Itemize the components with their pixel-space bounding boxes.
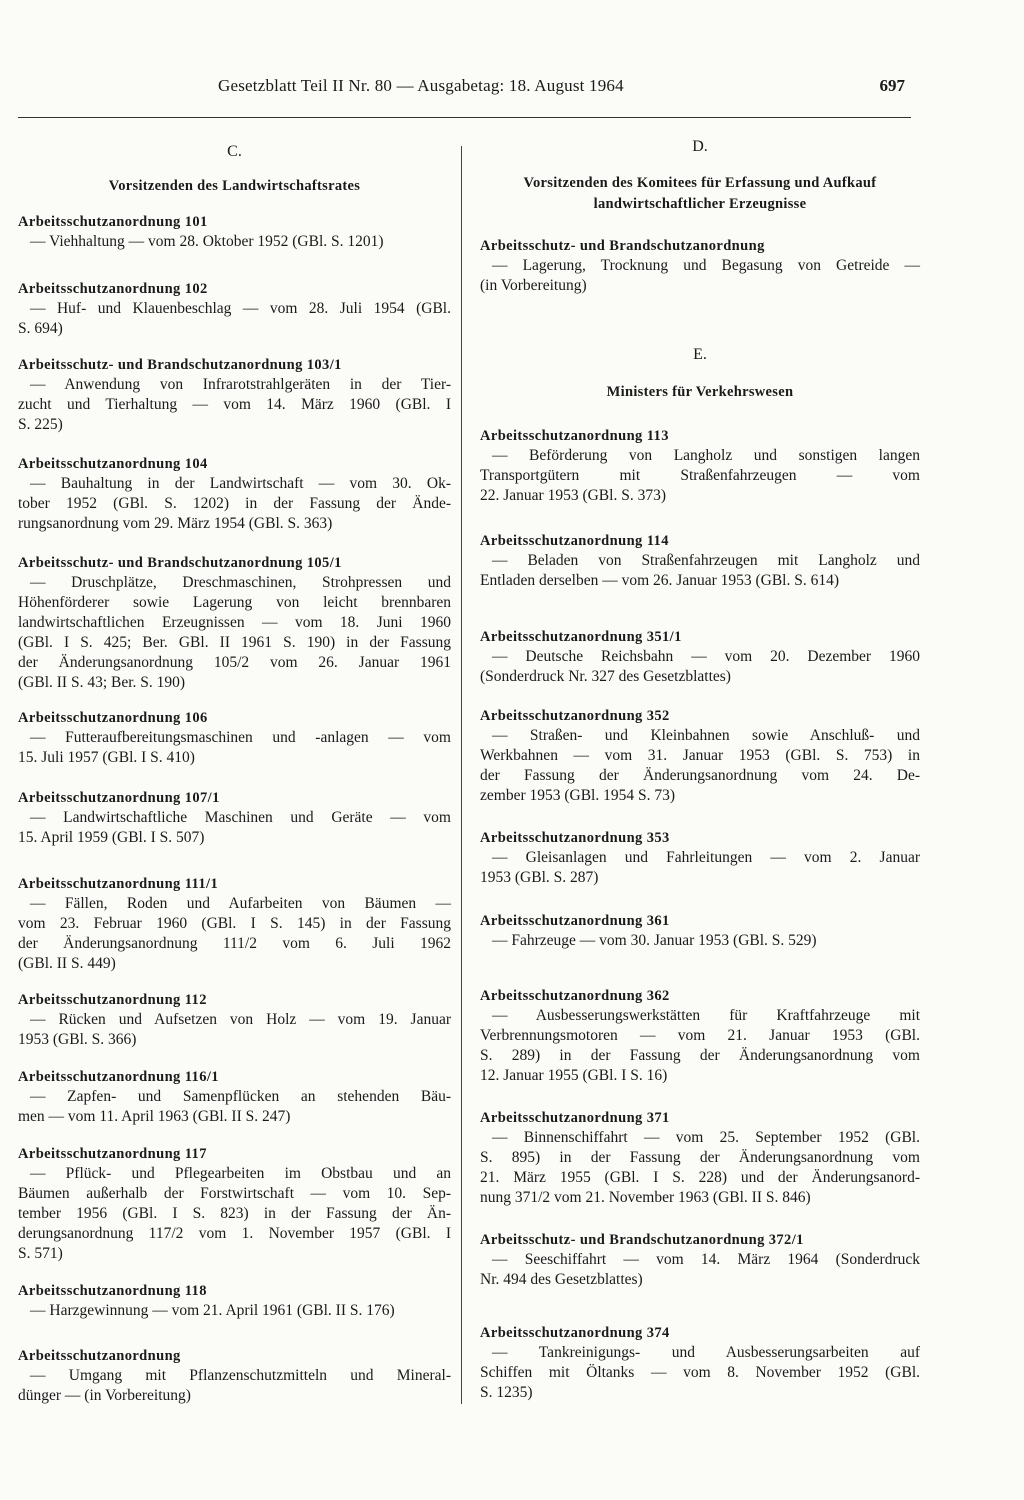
ordinance-text-line: — Bauhaltung in der Landwirtschaft — vom 30. Ok-	[30, 475, 451, 492]
ordinance-text-line: — Gleisanlagen und Fahrleitungen — vom 2. Januar	[492, 849, 920, 866]
ordinance-text-line: — Beförderung von Langholz und sonstigen langen	[492, 447, 920, 464]
ordinance-text-line: Bäumen außerhalb der Forstwirtschaft — vom 10. Sep-	[18, 1185, 451, 1202]
ordinance-text-line: Transportgütern mit Straßenfahrzeugen — vom	[480, 467, 920, 484]
ordinance-text-line: 12. Januar 1955 (GBl. I S. 16)	[480, 1067, 668, 1084]
ordinance-title: Arbeitsschutz- und Brandschutzanordnung 105/1	[18, 555, 342, 571]
ordinance-entry	[18, 874, 451, 974]
ordinance-title: Arbeitsschutzanordnung 361	[480, 913, 670, 929]
ordinance-text-line: S. 225)	[18, 416, 63, 433]
ordinance-entry	[480, 828, 920, 888]
ordinance-text-line: der Änderungsanordnung 105/2 vom 26. Januar 1961	[18, 654, 451, 671]
section-c-title: Vorsitzenden des Landwirtschaftsrates	[108, 178, 361, 194]
ordinance-text-line: S. 571)	[18, 1245, 63, 1262]
ordinance-text-line: (GBl. I S. 425; Ber. GBl. II 1961 S. 190) in der Fassung	[18, 634, 451, 651]
ordinance-text-line: — Lagerung, Trocknung und Begasung von Getreide —	[492, 257, 920, 274]
ordinance-title: Arbeitsschutzanordnung 113	[480, 428, 669, 444]
ordinance-text-line: — Viehhaltung — vom 28. Oktober 1952 (GBl. S. 1201)	[30, 233, 384, 250]
ordinance-text-line: vom 23. Februar 1960 (GBl. I S. 145) in der Fassung	[18, 915, 451, 932]
ordinance-entry	[18, 1281, 451, 1321]
ordinance-title: Arbeitsschutzanordnung 117	[18, 1146, 207, 1162]
ordinance-entry	[18, 279, 451, 339]
ordinance-text-line: Entladen derselben — vom 26. Januar 1953 (GBl. S. 614)	[480, 572, 840, 589]
ordinance-text-line: — Straßen- und Kleinbahnen sowie Anschluß- und	[492, 727, 920, 744]
ordinance-entry	[18, 355, 451, 435]
ordinance-text-line: tober 1952 (GBl. S. 1202) in der Fassung der Ände-	[18, 495, 451, 512]
ordinance-text-line: 1953 (GBl. S. 366)	[18, 1031, 137, 1048]
ordinance-text-line: — Rücken und Aufsetzen von Holz — vom 19. Januar	[30, 1011, 451, 1028]
ordinance-text-line: Nr. 494 des Gesetzblattes)	[480, 1271, 643, 1288]
ordinance-text-line: — Binnenschiffahrt — vom 25. September 1952 (GBl.	[492, 1129, 920, 1146]
ordinance-text-line: — Ausbesserungswerkstätten für Kraftfahrzeuge mit	[492, 1007, 920, 1024]
ordinance-title: Arbeitsschutzanordnung 101	[18, 214, 208, 230]
section-e-letter: E.	[693, 346, 707, 363]
ordinance-entry	[480, 1230, 920, 1290]
ordinance-title: Arbeitsschutzanordnung 107/1	[18, 790, 220, 806]
ordinance-title: Arbeitsschutz- und Brandschutzanordnung	[480, 238, 765, 254]
ordinance-text-line: — Fahrzeuge — vom 30. Januar 1953 (GBl. S. 529)	[492, 932, 817, 949]
ordinance-text-line: 15. April 1959 (GBl. I S. 507)	[18, 829, 205, 846]
ordinance-entry	[480, 426, 920, 506]
ordinance-text-line: nung 371/2 vom 21. November 1963 (GBl. II S. 846)	[480, 1189, 811, 1206]
ordinance-text-line: Werkbahnen — vom 31. Januar 1953 (GBl. S. 753) in	[480, 747, 920, 764]
header-title: Gesetzblatt Teil II Nr. 80 — Ausgabetag: 18. August 1964	[218, 76, 624, 95]
ordinance-text-line: 21. März 1955 (GBl. I S. 228) und der Änderungsanord-	[480, 1169, 920, 1186]
ordinance-title: Arbeitsschutzanordnung	[18, 1348, 181, 1364]
ordinance-title: Arbeitsschutz- und Brandschutzanordnung 103/1	[18, 357, 342, 373]
ordinance-text-line: — Beladen von Straßenfahrzeugen mit Langholz und	[492, 552, 920, 569]
ordinance-title: Arbeitsschutzanordnung 362	[480, 988, 670, 1004]
ordinance-entry	[18, 1144, 451, 1264]
ordinance-entry	[18, 990, 451, 1050]
column-divider	[461, 146, 462, 1404]
ordinance-entry	[480, 1323, 920, 1403]
section-e-title: Ministers für Verkehrswesen	[606, 384, 794, 400]
ordinance-title: Arbeitsschutz- und Brandschutzanordnung 372/1	[480, 1232, 804, 1248]
ordinance-title: Arbeitsschutzanordnung 106	[18, 710, 208, 726]
ordinance-text-line: — Druschplätze, Dreschmaschinen, Strohpressen und	[30, 574, 451, 591]
ordinance-title: Arbeitsschutzanordnung 116/1	[18, 1069, 219, 1085]
ordinance-entry	[18, 1067, 451, 1127]
ordinance-title: Arbeitsschutzanordnung 118	[18, 1283, 207, 1299]
ordinance-text-line: Höhenförderer sowie Lagerung von leicht brennbaren	[18, 594, 451, 611]
ordinance-title: Arbeitsschutzanordnung 353	[480, 830, 670, 846]
ordinance-text-line: 1953 (GBl. S. 287)	[480, 869, 599, 886]
ordinance-text-line: — Landwirtschaftliche Maschinen und Geräte — vom	[30, 809, 451, 826]
ordinance-text-line: tember 1956 (GBl. I S. 823) in der Fassung der Än-	[18, 1205, 451, 1222]
ordinance-title: Arbeitsschutzanordnung 352	[480, 708, 670, 724]
ordinance-text-line: — Umgang mit Pflanzenschutzmitteln und Mineral-	[30, 1367, 451, 1384]
ordinance-title: Arbeitsschutzanordnung 351/1	[480, 629, 682, 645]
ordinance-entry	[480, 531, 920, 591]
ordinance-text-line: S. 289) in der Fassung der Änderungsanordnung vom	[480, 1047, 920, 1064]
ordinance-text-line: (GBl. II S. 449)	[18, 955, 116, 972]
ordinance-text-line: S. 895) in der Fassung der Änderungsanordnung vom	[480, 1149, 920, 1166]
ordinance-text-line: — Zapfen- und Samenpflücken an stehenden Bäu-	[30, 1088, 451, 1105]
ordinance-text-line: — Harzgewinnung — vom 21. April 1961 (GBl. II S. 176)	[30, 1302, 395, 1319]
section-d-letter: D.	[692, 138, 708, 155]
ordinance-entry	[480, 911, 920, 951]
ordinance-title: Arbeitsschutzanordnung 102	[18, 281, 208, 297]
ordinance-text-line: zucht und Tierhaltung — vom 14. März 1960 (GBl. I	[18, 396, 451, 413]
ordinance-text-line: 15. Juli 1957 (GBl. I S. 410)	[18, 749, 195, 766]
ordinance-text-line: — Tankreinigungs- und Ausbesserungsarbeiten auf	[492, 1344, 920, 1361]
ordinance-entry	[18, 788, 451, 848]
ordinance-entry	[480, 706, 920, 806]
ordinance-title: Arbeitsschutzanordnung 104	[18, 456, 208, 472]
ordinance-text-line: rungsanordnung vom 29. März 1954 (GBl. S. 363)	[18, 515, 333, 532]
ordinance-text-line: — Anwendung von Infrarotstrahlgeräten in der Tier-	[30, 376, 451, 393]
ordinance-text-line: S. 694)	[18, 320, 63, 337]
ordinance-entry	[18, 1346, 451, 1406]
ordinance-text-line: der Änderungsanordnung 111/2 vom 6. Juli 1962	[18, 935, 451, 952]
ordinance-text-line: men — vom 11. April 1963 (GBl. II S. 247)	[18, 1108, 291, 1125]
ordinance-text-line: — Futteraufbereitungsmaschinen und -anlagen — vom	[30, 729, 451, 746]
ordinance-title: Arbeitsschutzanordnung 112	[18, 992, 207, 1008]
ordinance-text-line: (GBl. II S. 43; Ber. S. 190)	[18, 674, 186, 691]
ordinance-text-line: Schiffen mit Öltanks — vom 8. November 1952 (GBl.	[480, 1364, 920, 1381]
ordinance-text-line: — Seeschiffahrt — vom 14. März 1964 (Sonderdruck	[492, 1251, 920, 1268]
ordinance-entry	[480, 627, 920, 687]
ordinance-title: Arbeitsschutzanordnung 111/1	[18, 876, 219, 892]
ordinance-title: Arbeitsschutzanordnung 371	[480, 1110, 670, 1126]
ordinance-entry	[18, 708, 451, 768]
ordinance-text-line: (Sonderdruck Nr. 327 des Gesetzblattes)	[480, 668, 731, 685]
ordinance-text-line: landwirtschaftlichen Erzeugnissen — vom 18. Juni 1960	[18, 614, 451, 631]
header-rule	[18, 117, 911, 118]
ordinance-text-line: derungsanordnung 117/2 vom 1. November 1957 (GBl. I	[18, 1225, 451, 1242]
ordinance-text-line: S. 1235)	[480, 1384, 533, 1401]
section-c-letter: C.	[227, 143, 242, 160]
ordinance-text-line: Verbrennungsmotoren — vom 21. Januar 1953 (GBl.	[480, 1027, 920, 1044]
ordinance-entry	[480, 236, 920, 296]
ordinance-entry	[480, 1108, 920, 1208]
ordinance-text-line: (in Vorbereitung)	[480, 277, 587, 294]
ordinance-text-line: — Deutsche Reichsbahn — vom 20. Dezember 1960	[492, 648, 920, 665]
ordinance-entry	[18, 454, 451, 534]
page-header	[18, 76, 911, 102]
ordinance-text-line: — Fällen, Roden und Aufarbeiten von Bäumen —	[30, 895, 451, 912]
ordinance-title: Arbeitsschutzanordnung 114	[480, 533, 669, 549]
ordinance-text-line: — Pflück- und Pflegearbeiten im Obstbau und an	[30, 1165, 451, 1182]
ordinance-entry	[480, 986, 920, 1086]
section-d-title: Vorsitzenden des Komitees für Erfassung und Aufkauf landwirtschaftlicher Erzeugnisse	[523, 175, 877, 212]
ordinance-entry	[18, 212, 451, 252]
ordinance-text-line: zember 1953 (GBl. 1954 S. 73)	[480, 787, 676, 804]
page-number: 697	[879, 76, 905, 95]
ordinance-text-line: — Huf- und Klauenbeschlag — vom 28. Juli 1954 (GBl.	[30, 300, 451, 317]
ordinance-text-line: dünger — (in Vorbereitung)	[18, 1387, 191, 1404]
ordinance-entry	[18, 553, 451, 693]
ordinance-title: Arbeitsschutzanordnung 374	[480, 1325, 670, 1341]
ordinance-text-line: 22. Januar 1953 (GBl. S. 373)	[480, 487, 666, 504]
ordinance-text-line: der Fassung der Änderungsanordnung vom 24. De-	[480, 767, 920, 784]
